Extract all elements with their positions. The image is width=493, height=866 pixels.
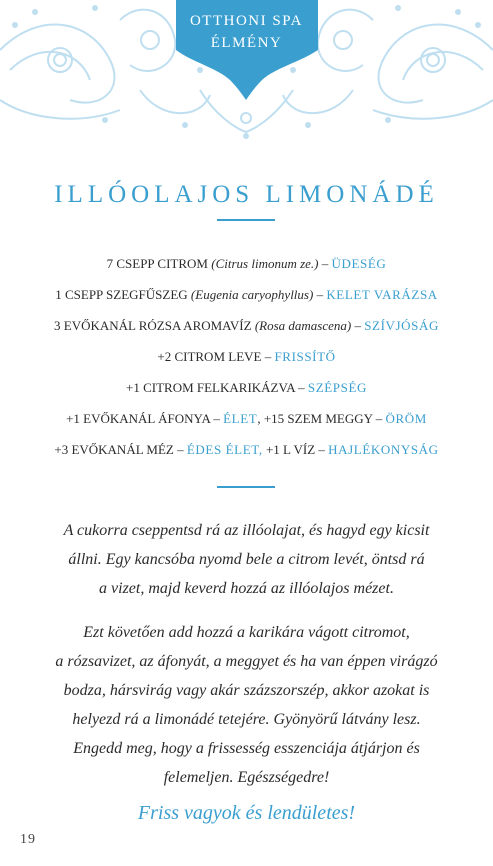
paragraph-line: a rózsavizet, az áfonyát, a meggyet és ha van éppen virágzó — [55, 653, 438, 670]
ingredient-line — [0, 372, 493, 403]
ingredient-effect: HAJLÉKONYSÁG — [328, 442, 439, 457]
ingredient-effect: ÜDESÉG — [331, 256, 387, 271]
ingredient-separator: – — [173, 442, 187, 457]
ingredient-line — [0, 434, 493, 465]
paragraph-line: bodza, hársvirág vagy akár százszorszép, akkor azokat is — [63, 682, 430, 699]
ingredient-text: +1 CITROM FELKARIKÁZVA — [126, 380, 295, 395]
ingredient-latin: (Citrus limonum ze.) — [211, 256, 319, 271]
paragraph-line: állni. Egy kancsóba nyomd bele a citrom levét, öntsd rá — [68, 551, 425, 568]
badge-line-2: ÉLMÉNY — [210, 35, 283, 51]
paragraph-line: a vizet, majd keverd hozzá az illóolajos mézet. — [99, 580, 394, 597]
closing-affirmation: Friss vagyok és lendületes! — [137, 802, 356, 824]
page-number: 19 — [20, 832, 36, 847]
ingredient-separator: – — [372, 411, 386, 426]
ingredient-effect: ÉLET — [223, 411, 258, 426]
ingredient-separator: – — [210, 411, 224, 426]
ingredient-list — [0, 248, 493, 465]
recipe-title: ILLÓOLAJOS LIMONÁDÉ — [54, 180, 439, 208]
section-badge — [0, 10, 493, 54]
ingredient-text: 1 CSEPP SZEGFŰSZEG — [55, 287, 191, 302]
ingredient-text-extra: , +15 SZEM MEGGY — [257, 411, 373, 426]
ingredient-text: +2 CITROM LEVE — [157, 349, 262, 364]
ingredient-latin: (Eugenia caryophyllus) — [190, 287, 314, 302]
paragraph-line: felemeljen. Egészségedre! — [163, 769, 330, 786]
paragraph-line: Ezt követően add hozzá a karikára vágott citromot, — [83, 624, 410, 641]
ingredient-separator: – — [294, 380, 308, 395]
ingredient-separator: – — [261, 349, 275, 364]
ingredient-effect: FRISSÍTŐ — [274, 349, 336, 364]
ingredient-line — [0, 248, 493, 279]
ingredient-text: +3 EVŐKANÁL MÉZ — [54, 442, 174, 457]
ingredient-separator: – — [315, 442, 329, 457]
ingredient-effect: SZÉPSÉG — [307, 380, 367, 395]
instructions-paragraph-2 — [20, 618, 473, 792]
ingredient-latin: (Rosa damascena) — [254, 318, 352, 333]
paragraph-line: Engedd meg, hogy a frissesség esszenciája átjárjon és — [73, 740, 420, 757]
ingredient-separator: – — [318, 256, 332, 271]
ingredient-effect: ÉDES ÉLET, — [186, 442, 263, 457]
ingredient-effect: KELET VARÁZSA — [326, 287, 438, 302]
ingredient-effect: ÖRÖM — [385, 411, 427, 426]
badge-line-1: OTTHONI SPA — [189, 13, 304, 29]
ingredient-text-extra: +1 L VÍZ — [262, 442, 316, 457]
instructions-paragraph-1 — [20, 516, 473, 603]
paragraph-line: helyezd rá a limonádé tetejére. Gyönyörű látvány lesz. — [72, 711, 421, 728]
divider-bottom — [217, 486, 275, 488]
ingredient-line — [0, 341, 493, 372]
ingredient-effect: SZÍVJÓSÁG — [364, 318, 439, 333]
paragraph-line: A cukorra cseppentsd rá az illóolajat, és hagyd egy kicsit — [63, 522, 430, 539]
ingredient-text: 3 EVŐKANÁL RÓZSA AROMAVÍZ — [54, 318, 255, 333]
ingredient-separator: – — [351, 318, 365, 333]
ingredient-line — [0, 403, 493, 434]
divider-top — [217, 219, 275, 221]
ingredient-text: +1 EVŐKANÁL ÁFONYA — [66, 411, 211, 426]
ingredient-text: 7 CSEPP CITROM — [106, 256, 212, 271]
ingredient-line — [0, 279, 493, 310]
ingredient-line — [0, 310, 493, 341]
ingredient-separator: – — [313, 287, 327, 302]
